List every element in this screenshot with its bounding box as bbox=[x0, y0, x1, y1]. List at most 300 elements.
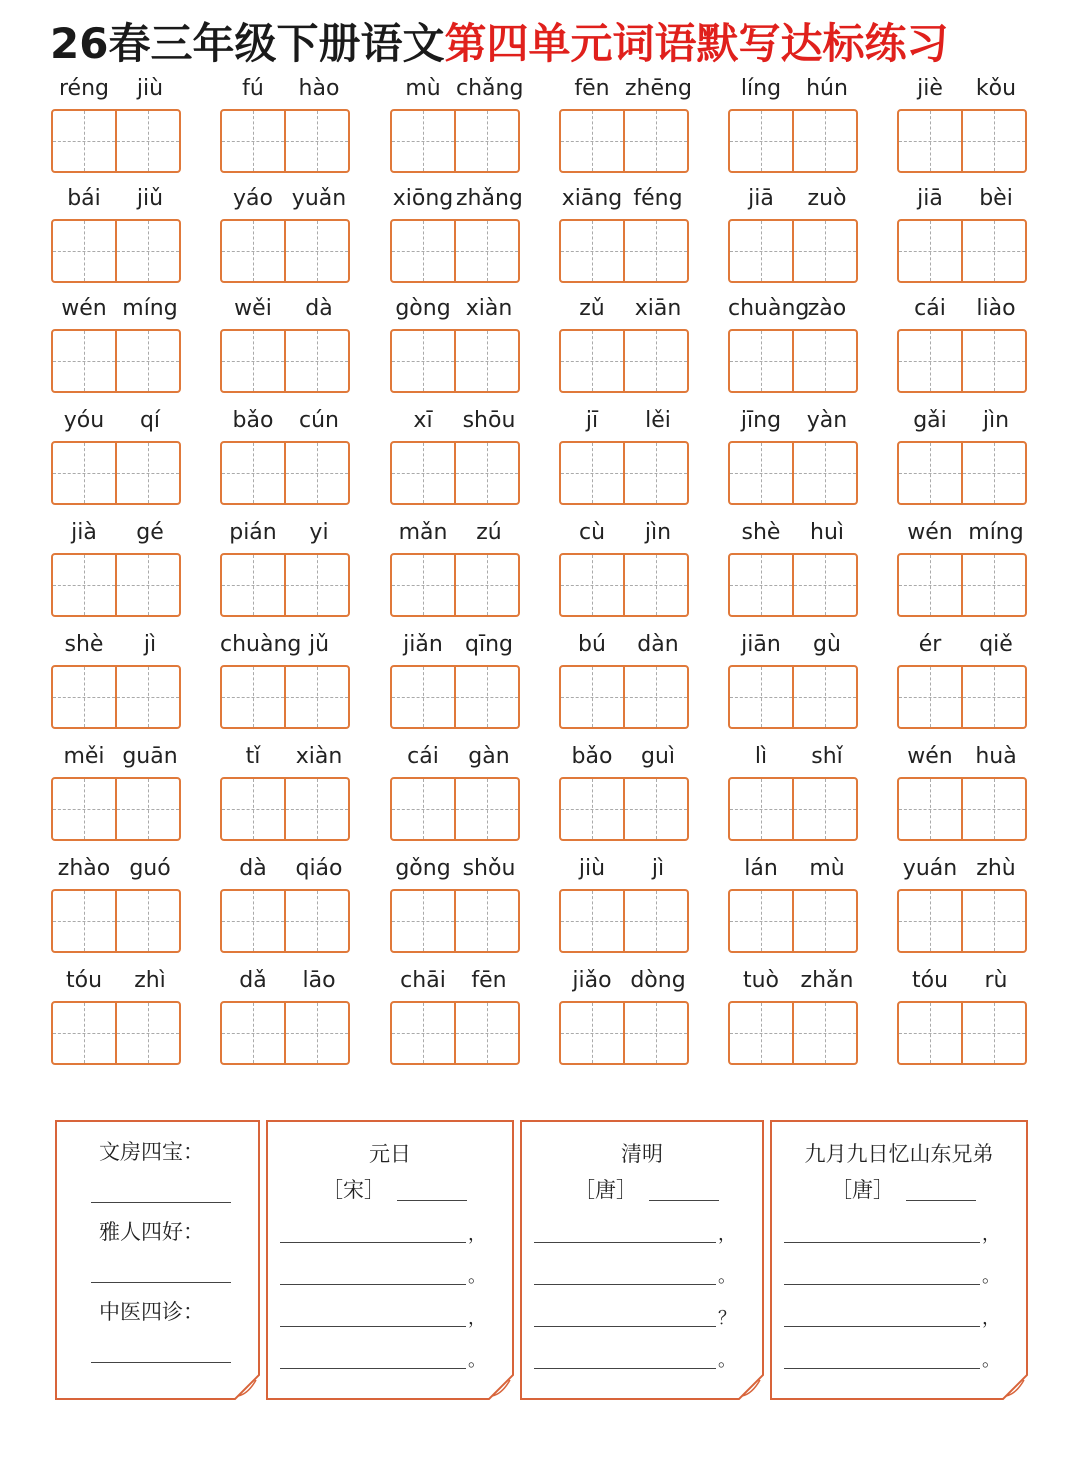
character-box[interactable] bbox=[53, 891, 115, 951]
punctuation: 。 bbox=[982, 1350, 1000, 1371]
word-item bbox=[390, 75, 524, 175]
word-item bbox=[728, 519, 858, 619]
character-box[interactable] bbox=[730, 331, 792, 391]
poem-line[interactable] bbox=[280, 1284, 466, 1285]
pinyin-2: zào bbox=[807, 296, 847, 321]
character-box[interactable] bbox=[623, 667, 687, 727]
word-item bbox=[897, 519, 1027, 619]
word-item bbox=[559, 75, 692, 175]
character-box[interactable] bbox=[454, 555, 518, 615]
poem-line[interactable] bbox=[534, 1326, 716, 1327]
label-zhongyi: 中医四诊： bbox=[99, 1300, 204, 1324]
character-box[interactable] bbox=[115, 1003, 179, 1063]
character-box[interactable] bbox=[454, 331, 518, 391]
character-box[interactable] bbox=[792, 221, 856, 281]
poem-card bbox=[520, 1120, 764, 1400]
character-box[interactable] bbox=[961, 443, 1025, 503]
character-box[interactable] bbox=[222, 443, 284, 503]
poem-line[interactable] bbox=[784, 1326, 980, 1327]
word-item bbox=[728, 295, 858, 395]
character-box[interactable] bbox=[53, 331, 115, 391]
pinyin-2: qiáo bbox=[295, 856, 343, 881]
pinyin-1: tóu bbox=[911, 968, 949, 993]
character-box[interactable] bbox=[222, 891, 284, 951]
pinyin-1: mǎn bbox=[398, 520, 448, 545]
punctuation: 。 bbox=[468, 1350, 486, 1371]
character-box[interactable] bbox=[961, 667, 1025, 727]
writing-boxes bbox=[728, 219, 858, 283]
character-box[interactable] bbox=[899, 111, 961, 171]
character-box[interactable] bbox=[623, 443, 687, 503]
character-box[interactable] bbox=[730, 1003, 792, 1063]
character-box[interactable] bbox=[454, 891, 518, 951]
pinyin-2: féng bbox=[633, 186, 683, 211]
character-box[interactable] bbox=[623, 779, 687, 839]
word-item bbox=[220, 743, 350, 843]
pinyin-1: jià bbox=[71, 520, 97, 545]
pinyin-2: guān bbox=[122, 744, 178, 769]
pinyin-1: bái bbox=[67, 186, 101, 211]
pinyin-1: dà bbox=[239, 856, 267, 881]
character-box[interactable] bbox=[730, 779, 792, 839]
character-box[interactable] bbox=[222, 1003, 284, 1063]
word-item bbox=[728, 631, 858, 731]
writing-boxes bbox=[728, 441, 858, 505]
writing-boxes bbox=[390, 665, 520, 729]
character-box[interactable] bbox=[561, 667, 623, 727]
character-box[interactable] bbox=[284, 443, 348, 503]
writing-boxes bbox=[559, 665, 689, 729]
author-line[interactable] bbox=[397, 1200, 467, 1201]
pinyin-1: xī bbox=[413, 408, 433, 433]
word-item bbox=[897, 855, 1027, 955]
punctuation: ？ bbox=[718, 1308, 736, 1329]
pinyin-1: jiā bbox=[917, 186, 943, 211]
writing-boxes bbox=[220, 441, 350, 505]
page-curl-icon bbox=[1002, 1374, 1028, 1400]
pinyin-2: zhǎng bbox=[456, 186, 523, 211]
punctuation: ， bbox=[468, 1224, 486, 1245]
pinyin-2: guó bbox=[129, 856, 171, 881]
word-item bbox=[51, 519, 181, 619]
pinyin-1: zǔ bbox=[579, 296, 605, 321]
word-item bbox=[728, 743, 858, 843]
page-curl-icon bbox=[738, 1374, 764, 1400]
character-box[interactable] bbox=[284, 779, 348, 839]
punctuation: 。 bbox=[982, 1266, 1000, 1287]
writing-boxes bbox=[897, 777, 1027, 841]
pinyin-2: lěi bbox=[645, 408, 671, 433]
character-box[interactable] bbox=[792, 555, 856, 615]
character-box[interactable] bbox=[730, 111, 792, 171]
pinyin-2: chǎng bbox=[456, 76, 524, 101]
character-box[interactable] bbox=[115, 221, 179, 281]
pinyin-1: jī bbox=[585, 408, 599, 433]
word-item bbox=[728, 407, 858, 507]
poem-line[interactable] bbox=[784, 1242, 980, 1243]
card-four-sets bbox=[55, 1120, 260, 1400]
word-item bbox=[728, 967, 858, 1067]
poem-line[interactable] bbox=[534, 1284, 716, 1285]
writing-boxes bbox=[897, 329, 1027, 393]
writing-boxes bbox=[220, 109, 350, 173]
character-box[interactable] bbox=[115, 779, 179, 839]
character-box[interactable] bbox=[730, 221, 792, 281]
poem-author: ［唐］ bbox=[574, 1178, 637, 1202]
word-item bbox=[220, 967, 350, 1067]
character-box[interactable] bbox=[899, 891, 961, 951]
pinyin-1: wén bbox=[907, 520, 953, 545]
word-item bbox=[220, 631, 350, 731]
pinyin-2: jiù bbox=[136, 76, 164, 101]
pinyin-2: gé bbox=[136, 520, 164, 545]
label-wenfang: 文房四宝： bbox=[99, 1140, 204, 1164]
character-box[interactable] bbox=[392, 1003, 454, 1063]
pinyin-2: shōu bbox=[462, 408, 516, 433]
character-box[interactable] bbox=[392, 443, 454, 503]
writing-boxes bbox=[897, 109, 1027, 173]
pinyin-2: dòng bbox=[630, 968, 686, 993]
pinyin-2: zhù bbox=[976, 856, 1016, 881]
pinyin-1: fú bbox=[242, 76, 264, 101]
writing-boxes bbox=[51, 441, 181, 505]
poem-title: 清明 bbox=[621, 1142, 663, 1166]
pinyin-2: qiě bbox=[979, 632, 1013, 657]
character-box[interactable] bbox=[730, 555, 792, 615]
pinyin-1: shè bbox=[741, 520, 781, 545]
punctuation: 。 bbox=[718, 1350, 736, 1371]
pinyin-2: jìn bbox=[644, 520, 672, 545]
character-box[interactable] bbox=[623, 111, 687, 171]
character-box[interactable] bbox=[222, 221, 284, 281]
character-box[interactable] bbox=[53, 443, 115, 503]
poem-line[interactable] bbox=[534, 1242, 716, 1243]
character-box[interactable] bbox=[222, 111, 284, 171]
pinyin-2: hào bbox=[298, 76, 340, 101]
poem-author: ［唐］ bbox=[831, 1178, 894, 1202]
word-item bbox=[51, 185, 181, 285]
character-box[interactable] bbox=[454, 779, 518, 839]
word-item bbox=[728, 855, 858, 955]
character-box[interactable] bbox=[284, 667, 348, 727]
writing-boxes bbox=[51, 1001, 181, 1065]
word-item bbox=[390, 631, 520, 731]
writing-boxes bbox=[51, 553, 181, 617]
character-box[interactable] bbox=[961, 779, 1025, 839]
character-box[interactable] bbox=[899, 443, 961, 503]
word-item bbox=[51, 631, 181, 731]
page-curl-icon bbox=[234, 1374, 260, 1400]
pinyin-1: wén bbox=[907, 744, 953, 769]
character-box[interactable] bbox=[53, 779, 115, 839]
label-yaren: 雅人四好： bbox=[99, 1220, 204, 1244]
pinyin-1: xiōng bbox=[392, 186, 454, 211]
character-box[interactable] bbox=[730, 891, 792, 951]
character-box[interactable] bbox=[730, 667, 792, 727]
writing-boxes bbox=[51, 329, 181, 393]
character-box[interactable] bbox=[961, 555, 1025, 615]
writing-boxes bbox=[728, 889, 858, 953]
writing-boxes bbox=[559, 219, 689, 283]
character-box[interactable] bbox=[623, 221, 687, 281]
word-item bbox=[559, 631, 689, 731]
word-item bbox=[51, 855, 181, 955]
character-box[interactable] bbox=[53, 555, 115, 615]
word-item bbox=[220, 185, 350, 285]
pinyin-2: jì bbox=[143, 632, 157, 657]
character-box[interactable] bbox=[561, 891, 623, 951]
pinyin-1: fēn bbox=[574, 76, 610, 101]
pinyin-2: zhǎn bbox=[800, 968, 854, 993]
word-item bbox=[559, 855, 689, 955]
character-box[interactable] bbox=[561, 331, 623, 391]
character-box[interactable] bbox=[392, 111, 454, 171]
pinyin-2: xiàn bbox=[465, 296, 513, 321]
character-box[interactable] bbox=[961, 1003, 1025, 1063]
word-item bbox=[51, 407, 181, 507]
character-box[interactable] bbox=[899, 221, 961, 281]
pinyin-1: bǎo bbox=[232, 408, 274, 433]
character-box[interactable] bbox=[730, 443, 792, 503]
writing-boxes bbox=[220, 1001, 350, 1065]
writing-boxes bbox=[51, 219, 181, 283]
writing-boxes bbox=[728, 1001, 858, 1065]
word-item bbox=[897, 407, 1027, 507]
pinyin-2: huà bbox=[975, 744, 1017, 769]
character-box[interactable] bbox=[53, 1003, 115, 1063]
pinyin-1: jiān bbox=[741, 632, 781, 657]
pinyin-1: gǒng bbox=[395, 856, 451, 881]
character-box[interactable] bbox=[899, 779, 961, 839]
character-box[interactable] bbox=[961, 331, 1025, 391]
pinyin-1: jiǎo bbox=[572, 968, 612, 993]
word-item bbox=[390, 407, 520, 507]
character-box[interactable] bbox=[899, 667, 961, 727]
character-box[interactable] bbox=[561, 1003, 623, 1063]
pinyin-2: jiǔ bbox=[136, 186, 164, 211]
character-box[interactable] bbox=[623, 1003, 687, 1063]
character-box[interactable] bbox=[961, 891, 1025, 951]
word-item bbox=[897, 743, 1027, 843]
pinyin-2: shǐ bbox=[811, 744, 843, 769]
character-box[interactable] bbox=[561, 443, 623, 503]
character-box[interactable] bbox=[454, 1003, 518, 1063]
character-box[interactable] bbox=[899, 1003, 961, 1063]
character-box[interactable] bbox=[792, 331, 856, 391]
pinyin-2: dàn bbox=[637, 632, 679, 657]
character-box[interactable] bbox=[115, 555, 179, 615]
character-box[interactable] bbox=[623, 891, 687, 951]
character-box[interactable] bbox=[792, 111, 856, 171]
pinyin-1: chuàng bbox=[728, 296, 810, 321]
writing-boxes bbox=[390, 553, 520, 617]
author-line[interactable] bbox=[649, 1200, 719, 1201]
character-box[interactable] bbox=[899, 555, 961, 615]
character-box[interactable] bbox=[899, 331, 961, 391]
character-box[interactable] bbox=[392, 667, 454, 727]
character-box[interactable] bbox=[561, 111, 623, 171]
character-box[interactable] bbox=[792, 779, 856, 839]
poem-line[interactable] bbox=[280, 1368, 466, 1369]
writing-boxes bbox=[390, 1001, 520, 1065]
writing-boxes bbox=[559, 553, 689, 617]
word-item bbox=[559, 185, 689, 285]
character-box[interactable] bbox=[454, 111, 518, 171]
character-box[interactable] bbox=[392, 779, 454, 839]
character-box[interactable] bbox=[222, 331, 284, 391]
character-box[interactable] bbox=[284, 331, 348, 391]
word-item bbox=[51, 743, 181, 843]
pinyin-2: yàn bbox=[806, 408, 848, 433]
pinyin-1: bú bbox=[578, 632, 606, 657]
pinyin-1: yáo bbox=[233, 186, 273, 211]
page-title bbox=[50, 14, 948, 74]
character-box[interactable] bbox=[623, 331, 687, 391]
character-box[interactable] bbox=[284, 111, 348, 171]
character-box[interactable] bbox=[284, 555, 348, 615]
answer-line[interactable] bbox=[91, 1282, 231, 1283]
word-item bbox=[897, 295, 1027, 395]
writing-boxes bbox=[559, 1001, 689, 1065]
writing-boxes bbox=[220, 665, 350, 729]
pinyin-2: míng bbox=[122, 296, 178, 321]
character-box[interactable] bbox=[454, 443, 518, 503]
character-box[interactable] bbox=[392, 891, 454, 951]
character-box[interactable] bbox=[115, 443, 179, 503]
punctuation: 。 bbox=[468, 1266, 486, 1287]
writing-boxes bbox=[728, 553, 858, 617]
character-box[interactable] bbox=[792, 443, 856, 503]
word-item bbox=[220, 519, 350, 619]
writing-boxes bbox=[220, 889, 350, 953]
writing-boxes bbox=[220, 329, 350, 393]
character-box[interactable] bbox=[222, 667, 284, 727]
writing-boxes bbox=[559, 109, 689, 173]
character-box[interactable] bbox=[115, 331, 179, 391]
writing-boxes bbox=[390, 329, 520, 393]
pinyin-2: zú bbox=[476, 520, 502, 545]
word-item bbox=[51, 295, 181, 395]
character-box[interactable] bbox=[53, 111, 115, 171]
title-part1: 26春三年级下册语文 bbox=[50, 19, 445, 68]
writing-boxes bbox=[390, 889, 520, 953]
answer-line[interactable] bbox=[91, 1362, 231, 1363]
character-box[interactable] bbox=[623, 555, 687, 615]
pinyin-1: líng bbox=[740, 76, 782, 101]
writing-boxes bbox=[390, 441, 520, 505]
writing-boxes bbox=[728, 329, 858, 393]
poem-line[interactable] bbox=[784, 1284, 980, 1285]
pinyin-1: cù bbox=[578, 520, 606, 545]
punctuation: 。 bbox=[718, 1266, 736, 1287]
pinyin-1: tǐ bbox=[245, 744, 261, 769]
pinyin-1: gǎi bbox=[913, 408, 947, 433]
character-box[interactable] bbox=[454, 221, 518, 281]
pinyin-2: zuò bbox=[807, 186, 847, 211]
pinyin-2: dà bbox=[305, 296, 333, 321]
pinyin-1: chuàng bbox=[220, 632, 302, 657]
punctuation: ， bbox=[468, 1308, 486, 1329]
answer-line[interactable] bbox=[91, 1202, 231, 1203]
character-box[interactable] bbox=[115, 111, 179, 171]
word-item bbox=[559, 743, 689, 843]
pinyin-1: jiè bbox=[917, 76, 943, 101]
writing-boxes bbox=[897, 889, 1027, 953]
pinyin-1: lán bbox=[744, 856, 778, 881]
pinyin-2: jì bbox=[651, 856, 665, 881]
word-item bbox=[220, 407, 350, 507]
writing-boxes bbox=[728, 777, 858, 841]
punctuation: ， bbox=[718, 1224, 736, 1245]
word-item bbox=[390, 185, 523, 285]
word-item bbox=[897, 185, 1027, 285]
character-box[interactable] bbox=[792, 891, 856, 951]
pinyin-2: gàn bbox=[468, 744, 510, 769]
author-line[interactable] bbox=[906, 1200, 976, 1201]
character-box[interactable] bbox=[561, 555, 623, 615]
pinyin-1: tóu bbox=[65, 968, 103, 993]
word-item bbox=[559, 407, 689, 507]
character-box[interactable] bbox=[561, 221, 623, 281]
pinyin-1: wěi bbox=[234, 296, 272, 321]
writing-boxes bbox=[559, 329, 689, 393]
pinyin-1: chāi bbox=[400, 968, 446, 993]
word-item bbox=[897, 631, 1027, 731]
character-box[interactable] bbox=[115, 891, 179, 951]
character-box[interactable] bbox=[53, 667, 115, 727]
writing-boxes bbox=[390, 777, 520, 841]
word-item bbox=[559, 967, 689, 1067]
writing-boxes bbox=[220, 553, 350, 617]
writing-boxes bbox=[220, 777, 350, 841]
character-box[interactable] bbox=[392, 555, 454, 615]
character-box[interactable] bbox=[284, 221, 348, 281]
writing-boxes bbox=[390, 219, 520, 283]
pinyin-1: dǎ bbox=[239, 968, 267, 993]
character-box[interactable] bbox=[222, 779, 284, 839]
character-box[interactable] bbox=[392, 331, 454, 391]
poem-line[interactable] bbox=[280, 1242, 466, 1243]
character-box[interactable] bbox=[53, 221, 115, 281]
pinyin-2: cún bbox=[299, 408, 339, 433]
pinyin-2: rù bbox=[984, 968, 1008, 993]
character-box[interactable] bbox=[561, 779, 623, 839]
character-box[interactable] bbox=[284, 891, 348, 951]
pinyin-2: liào bbox=[976, 296, 1016, 321]
poem-line[interactable] bbox=[784, 1368, 980, 1369]
pinyin-2: míng bbox=[968, 520, 1024, 545]
character-box[interactable] bbox=[222, 555, 284, 615]
word-item bbox=[390, 295, 520, 395]
character-box[interactable] bbox=[792, 1003, 856, 1063]
poem-title: 元日 bbox=[369, 1142, 411, 1166]
character-box[interactable] bbox=[454, 667, 518, 727]
pinyin-1: shè bbox=[64, 632, 104, 657]
writing-boxes bbox=[728, 109, 858, 173]
character-box[interactable] bbox=[961, 111, 1025, 171]
pinyin-2: hún bbox=[806, 76, 848, 101]
character-box[interactable] bbox=[284, 1003, 348, 1063]
title-part2: 第四单元词语默写达标练习 bbox=[444, 19, 949, 68]
character-box[interactable] bbox=[392, 221, 454, 281]
character-box[interactable] bbox=[961, 221, 1025, 281]
poem-author: ［宋］ bbox=[322, 1178, 385, 1202]
character-box[interactable] bbox=[792, 667, 856, 727]
poem-line[interactable] bbox=[534, 1368, 716, 1369]
writing-boxes bbox=[897, 665, 1027, 729]
poem-line[interactable] bbox=[280, 1326, 466, 1327]
character-box[interactable] bbox=[115, 667, 179, 727]
